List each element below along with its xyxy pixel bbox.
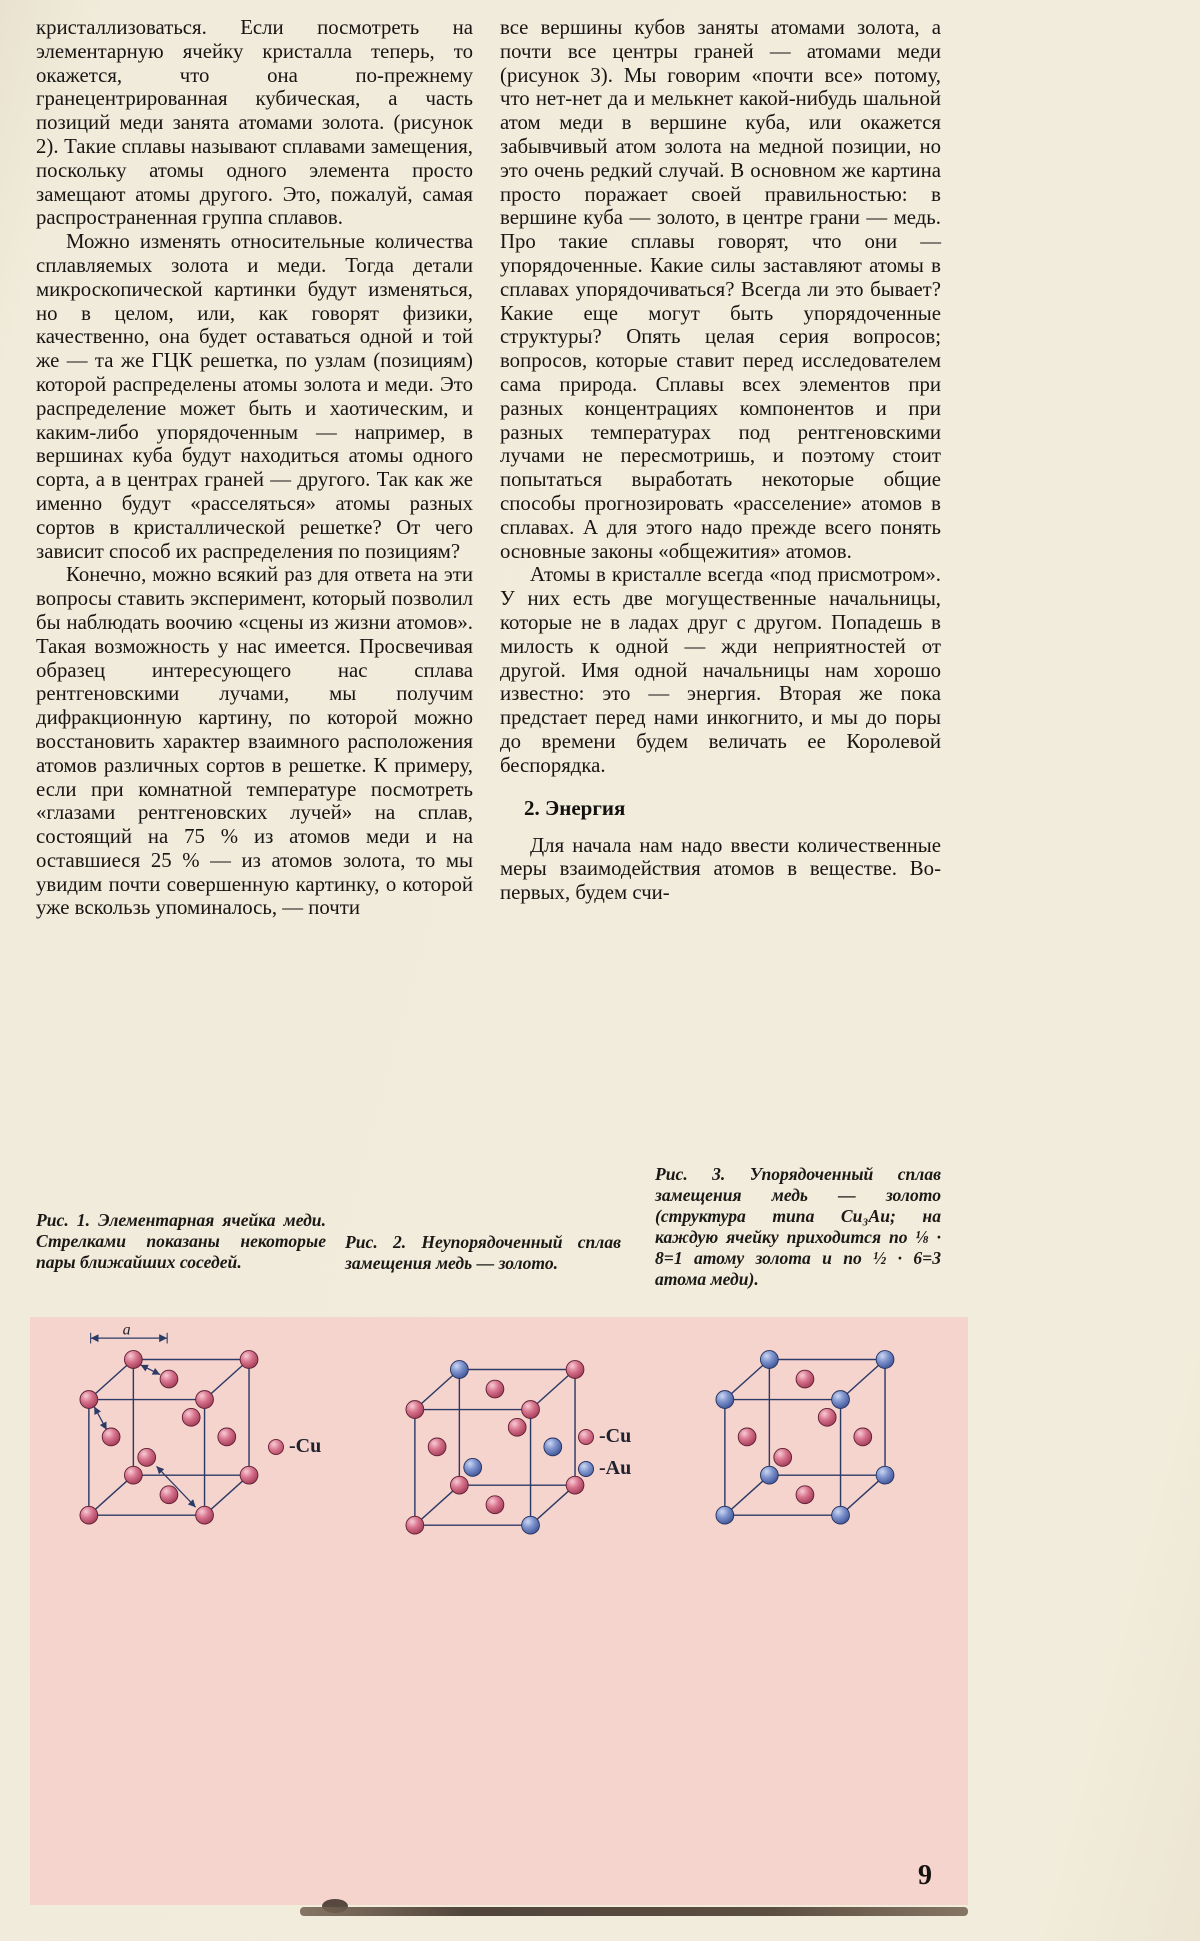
- copper-atoms: [80, 1351, 258, 1525]
- right-column: [500, 16, 941, 905]
- gold-legend-label: -Au: [599, 1457, 632, 1479]
- copper-atom-icon: [578, 1429, 594, 1445]
- body-paragraph: Для начала нам надо ввести количественные меры взаимодействия атомов в веществе. Во-первых, будем счи-: [500, 833, 941, 905]
- figure-caption-2: Рис. 2. Неупорядоченный сплав замещения медь — золото.: [345, 1232, 621, 1273]
- copper-legend: [268, 1435, 321, 1458]
- section-heading: 2. Энергия: [524, 795, 626, 820]
- copper-legend-label: -Cu: [599, 1425, 632, 1447]
- scan-edge-shadow: [300, 1907, 968, 1916]
- figure-band: [30, 1317, 968, 1905]
- figure-1-legend: [268, 1435, 321, 1458]
- body-paragraph: Можно изменять относительные количества сплавляемых золота и меди. Тогда детали микроскопической картинки будут изменяться, но в целом, или, как говорят физики, качественно, она будет оставаться одной и той же — та же ГЦК решетка, по узлам (позициям) которой распределены атомы золота и меди. Это распределение может быть и хаотическим, и каким-либо упорядоченным — например, в вершинах куба будут находиться атомы одного сорта, а в центрах граней — другого. Так как же именно будут «расселяться» атомы разных сортов в кристаллической решетке? От чего зависит способ их распределения по позициям?: [36, 230, 473, 563]
- dimension-a-label: a: [122, 1323, 131, 1339]
- figure-2-legend: [578, 1425, 631, 1480]
- body-paragraph: Атомы в кристалле всегда «под присмотром». У них есть две могущественные начальницы, которые не в ладах друг с другом. Попадешь в милость к одной — жди неприятностей от другой. Имя одной начальницы нам хорошо известно: это — энергия. Вторая же пока предстает перед нами инкогнито, и мы до поры до времени будем величать ее Королевой беспорядка.: [500, 563, 941, 777]
- gold-atom-icon: [578, 1461, 594, 1477]
- fcc-copper-cell-figure: [62, 1323, 267, 1533]
- figure-caption-3: Рис. 3. Упорядоченный сплав замещения медь — золото (структура типа Cu₃Au; на каждую ячейку приходится по ⅛ · 8=1 атому золота и по ½ · 6=3 атома меди).: [655, 1164, 941, 1289]
- body-paragraph: кристаллизоваться. Если посмотреть на элементарную ячейку кристалла теперь, то окажется, что она по-прежнему гранецентрированная кубическая, а часть позиций меди занята атомами золота. (рисунок 2). Такие сплавы называют сплавами замещения, поскольку атомы одного элемента просто замещают атомы другого. Это, пожалуй, самая распространенная группа сплавов.: [36, 16, 473, 230]
- gold-legend: [578, 1457, 631, 1480]
- copper-legend-label: -Cu: [289, 1435, 322, 1457]
- figure-caption-1: Рис. 1. Элементарная ячейка меди. Стрелками показаны некоторые пары ближайших соседей.: [36, 1210, 326, 1272]
- copper-atom-icon: [268, 1439, 284, 1455]
- left-column: [36, 16, 473, 920]
- mixed-atoms: [406, 1361, 584, 1535]
- page-number: 9: [918, 1860, 932, 1891]
- body-paragraph: все вершины кубов заняты атомами золота, а почти все центры граней — атомами меди (рисунок 3). Мы говорим «почти все» потому, что нет-нет да и мелькнет какой-нибудь шальной атом меди в вершине куба, или окажется забывчивый атом золота на медной позиции, но это очень редкий случай. В основном же картина просто поражает своей правильностью: в вершине куба — золото, в центре грани — медь. Про такие сплавы говорят, что они — упорядоченные. Какие силы заставляют атомы в сплавах упорядочиваться? Всегда ли это бывает? Какие еще могут быть упорядоченные структуры? Опять целая серия вопросов; вопросов, которые ставит перед исследователем сама природа. Сплавы всех элементов при разных концентрациях компонентов и при разных температурах под рентгеновскими лучами не пересмотришь, и поэтому стоит попытаться выработать некоторые общие способы прогнозировать «расселение» атомов в сплавах. А для этого надо прежде всего понять основные законы «общежития» атомов.: [500, 16, 941, 563]
- ordered-alloy-figure: [698, 1323, 903, 1533]
- copper-legend: [578, 1425, 631, 1448]
- body-paragraph: Конечно, можно всякий раз для ответа на эти вопросы ставить эксперимент, который позволил бы наблюдать воочию «сцены из жизни атомов». Такая возможность у нас имеется. Просвечивая образец интересующего нас сплава рентгеновскими лучами, мы получим дифракционную картину, по которой можно восстановить характер взаимного расположения атомов различных сортов в решетке. К примеру, если при комнатной температуре посмотреть «глазами рентгеновских лучей» на сплав, состоящий на 75 % из атомов меди и на оставшиеся 25 % — из атомов золота, то мы увидим почти совершенную картинку, о которой уже вскользь упоминалось, — почти: [36, 563, 473, 920]
- disordered-alloy-figure: [388, 1333, 593, 1543]
